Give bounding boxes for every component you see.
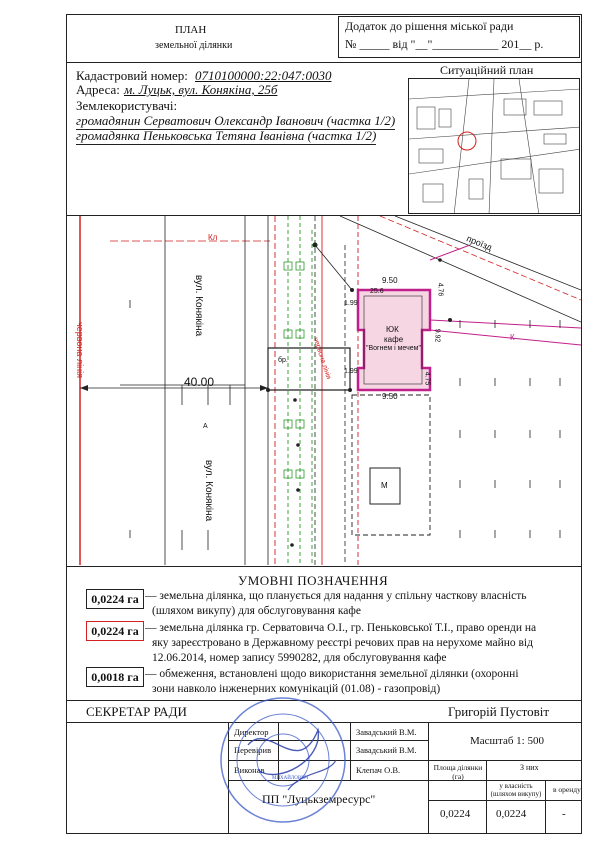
area-total: 0,0224: [440, 808, 471, 820]
utility-label-kl: Кл: [208, 233, 218, 242]
lease-header: в оренду: [553, 785, 581, 794]
name-checked: Завадський В.М.: [356, 745, 417, 755]
dimension-256: 25.6: [370, 288, 384, 295]
legend-item-2-text3: 12.06.2014, номер запису 5990282, для обслуговування кафе: [152, 652, 447, 664]
utility-label-k: К: [510, 333, 515, 342]
name-executed: Клепач О.В.: [356, 765, 401, 775]
legend-item-3-value: 0,0018 га: [86, 667, 144, 687]
label-a: А: [203, 423, 208, 430]
legend-item-1-text1: — земельна ділянка, що планується для надання у спільну часткову власність: [145, 590, 527, 602]
legend-title: УМОВНІ ПОЗНАЧЕННЯ: [238, 573, 389, 588]
area-from-header: З них: [520, 763, 539, 772]
passage-label: проїзд: [465, 233, 494, 253]
cadastral-number: 0710100000:22:047:0030: [195, 68, 332, 83]
label-m: М: [381, 481, 388, 490]
role-director: Директор: [234, 727, 269, 737]
dimension-950-top: 9.50: [382, 276, 398, 285]
users-label: Землекористувачі:: [76, 98, 178, 113]
plan-subtitle: земельної ділянки: [155, 40, 233, 51]
label-br: бр.: [278, 357, 288, 364]
legend-item-1-value: 0,0224 га: [86, 589, 144, 609]
plan-title: ПЛАН: [175, 24, 207, 36]
secretary-name: Григорій Пустовіт: [448, 704, 550, 719]
building-name: "Вогнем і мечем": [366, 345, 421, 352]
dimension-950-bottom: 9.50: [382, 392, 398, 401]
legend-item-2-text1: — земельна ділянка гр. Серватовича О.І., гр. Пеньковської Т.І., право оренди на: [145, 622, 537, 634]
legend-item-2-value: 0,0224 га: [86, 621, 144, 641]
land-user-2: громадянка Пеньковська Тетяна Іванівна (частка 1/2): [76, 128, 377, 143]
legend-item-1-text2: (шляхом викупу) для обслуговування кафе: [152, 605, 361, 617]
street-label-top: вул. Конякіна: [193, 274, 205, 337]
role-checked: Перевірив: [234, 745, 272, 755]
stamp-code: МИХАЙЛОВИЧ: [272, 776, 309, 781]
addendum-line2: № _____ від "__"___________ 201__ р.: [345, 37, 544, 51]
situation-plan-title: Ситуаційний план: [440, 63, 534, 77]
dimension-199-a: 1.99: [344, 300, 358, 307]
dimension-475: 4.75: [423, 371, 431, 386]
secretary-label: СЕКРЕТАР РАДИ: [86, 704, 187, 719]
situation-plan-map: [408, 78, 580, 214]
ownership-header: у власність (шляхом викупу): [490, 782, 542, 798]
red-line-label: червона лінія: [74, 322, 85, 378]
dimension-199-b: 1.99: [344, 368, 358, 375]
building-type: кафе: [384, 335, 404, 344]
building-code: ЮК: [386, 325, 399, 334]
dimension-992: 9.92: [433, 328, 441, 343]
area-header: Площа ділянки (га): [433, 763, 483, 781]
address-value: м. Луцьк, вул. Конякіна, 25б: [124, 82, 278, 97]
land-user-1: громадянин Серватович Олександр Іванович (частка 1/2): [76, 113, 396, 128]
official-stamp: [208, 690, 358, 830]
area-lease: -: [562, 808, 566, 820]
role-executed: Виконав: [234, 765, 265, 775]
organization-name: ПП "Луцькземресурс": [262, 792, 376, 806]
cadastral-label: Кадастровий номер:: [76, 68, 188, 83]
street-label-bottom: вул. Конякіна: [203, 459, 215, 522]
cadastral-map: [67, 216, 581, 566]
red-line-label-2: червона лінія: [311, 336, 332, 381]
area-ownership: 0,0224: [496, 808, 527, 820]
addendum-line1: Додаток до рішення міської ради: [345, 19, 514, 33]
legend-item-2-text2: яку зареєстровано в Державному реєстрі речових прав на нерухоме майно від: [152, 637, 533, 649]
parcel-boundary: [268, 348, 350, 390]
scale-label: Масштаб 1: 500: [470, 735, 544, 747]
map-bottom-divider: [66, 566, 582, 567]
dimension-476: 4.76: [436, 282, 444, 297]
dimension-40: 40.00: [184, 375, 215, 389]
name-director: Завадський В.М.: [356, 727, 417, 737]
legend-item-3-text2: зони навколо інженерних комунікацій (01.08) - газопровід): [152, 683, 441, 695]
legend-item-3-text1: — обмеження, встановлені щодо використання земельної ділянки (охоронні: [145, 668, 519, 680]
address-label: Адреса:: [76, 82, 120, 97]
